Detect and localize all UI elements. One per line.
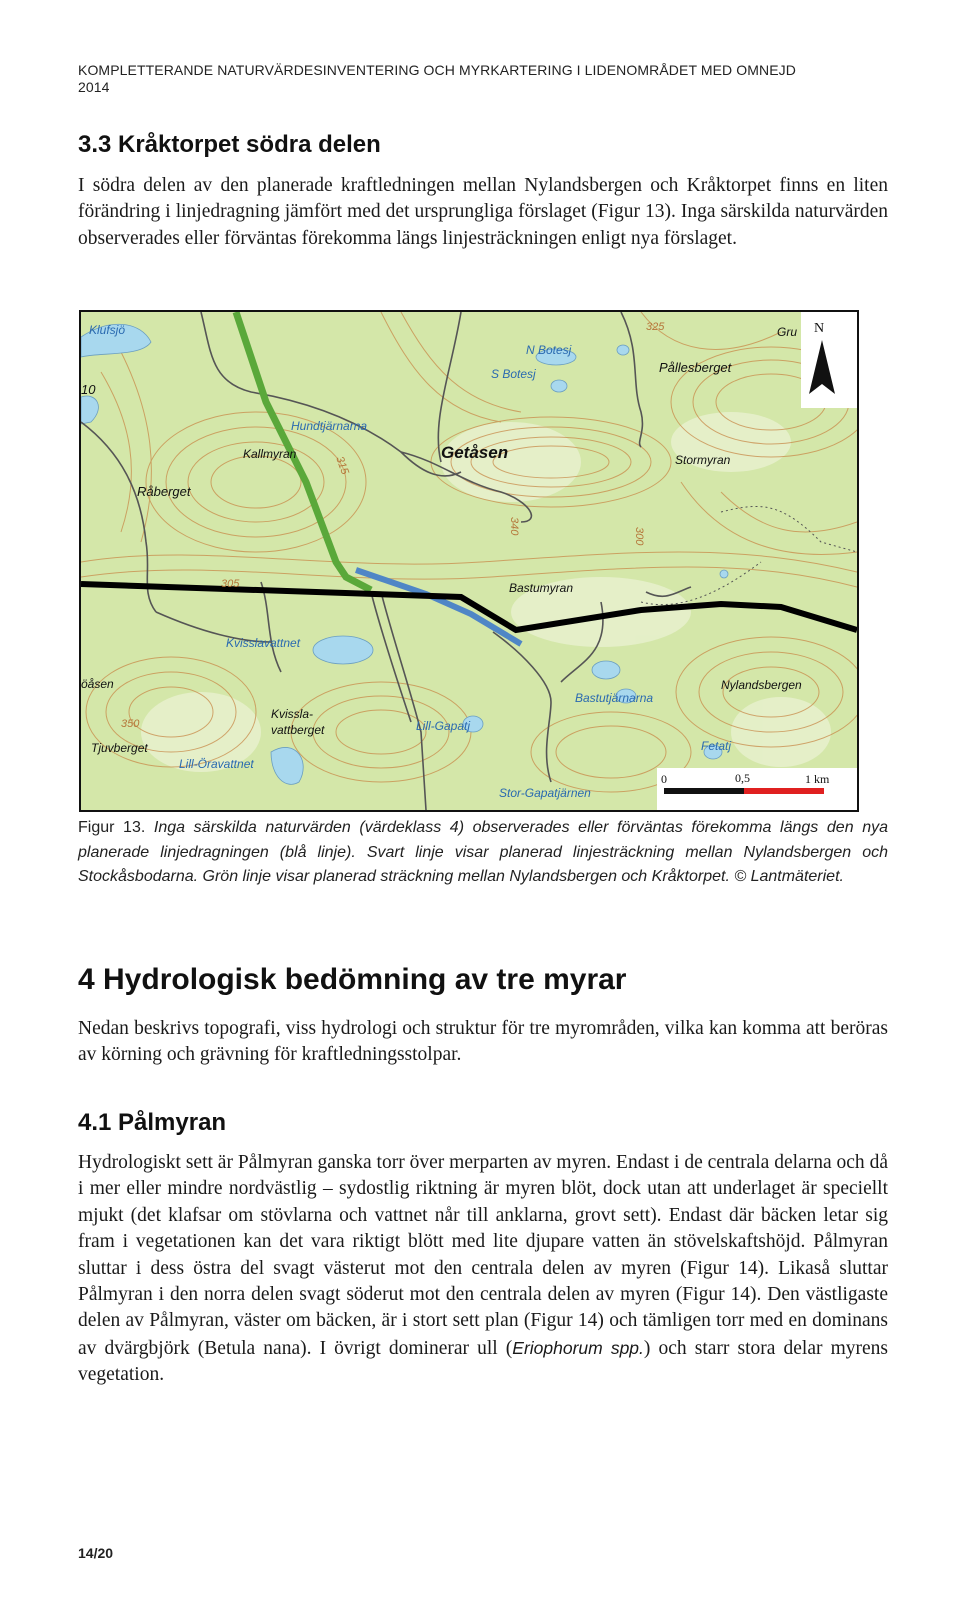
label-klufsjo: Klufsjö xyxy=(89,323,126,337)
label-getasen: Getåsen xyxy=(441,443,509,462)
running-header xyxy=(78,62,898,96)
page-number: 14/20 xyxy=(78,1545,114,1561)
contour-label-315: 315 xyxy=(333,454,351,477)
label-bastutjarnarna: Bastutjärnarna xyxy=(575,691,654,705)
contour-label-350: 350 xyxy=(121,718,140,730)
label-kvissla-1: Kvissla- xyxy=(271,707,314,721)
label-lill-oravattnet: Lill-Öravattnet xyxy=(179,757,254,771)
north-arrow xyxy=(801,312,857,408)
label-bastumyran: Bastumyran xyxy=(509,581,574,595)
figure-13-text: Inga särskilda naturvärden (värdeklass 4) observerades eller förväntas förekomma längs den nya planerade linjedragningen (blå linje). Svart linje visar planerad linjesträckning mellan Nylandsbergen och Stockåsbodarna. Grön linje visar planerad sträckning mellan Nylandsbergen och Kråktorpet. © Lantmäteriet. xyxy=(78,819,889,885)
figure-13-caption xyxy=(78,816,888,890)
label-kvisslavattnet: Kvisslavattnet xyxy=(226,636,301,650)
label-stormyran: Stormyran xyxy=(675,453,731,467)
section-3-3-body: I södra delen av den planerade kraftledningen mellan Nylandsbergen och Kråktorpet finns en liten förändring i linjedragning jämfört med det ursprungliga förslaget (Figur 13). Inga särskilda naturvärden observerades eller förväntas förekomma längs linjesträckningen enligt nya förslaget. xyxy=(78,175,888,249)
contour-label-325: 325 xyxy=(646,321,665,333)
section-4-1-species: Eriophorum spp. xyxy=(512,1337,644,1358)
section-heading-4-1: 4.1 Pålmyran xyxy=(78,1109,227,1136)
label-fetatj: Fetatj xyxy=(701,739,732,753)
section-4-1-text-end: ) och starr stora delar myrens vegetation. xyxy=(78,1337,888,1386)
contour-label-340: 340 xyxy=(508,517,520,536)
topographic-map xyxy=(81,312,857,810)
label-raberget: Råberget xyxy=(137,484,191,499)
label-lill-gapatj: Lill-Gapatj xyxy=(416,719,471,733)
label-left-10: 10 xyxy=(81,382,96,397)
label-kallmyran: Kallmyran xyxy=(243,447,297,461)
figure-13-label: Figur 13. xyxy=(78,819,146,836)
label-nylandsbergen: Nylandsbergen xyxy=(721,678,802,692)
scale-zero: 0 xyxy=(661,772,667,786)
label-tjuvberget: Tjuvberget xyxy=(91,741,148,755)
label-gru: Gru xyxy=(777,325,798,339)
contour-label-305: 305 xyxy=(221,578,240,590)
scale-half: 0,5 xyxy=(735,771,750,785)
section-4-1-body xyxy=(78,1150,888,1389)
section-heading-3-3: 3.3 Kråktorpet södra delen xyxy=(78,131,381,158)
label-pallesberget: Pållesberget xyxy=(659,360,732,375)
header-year: 2014 xyxy=(78,79,110,95)
label-n-botesj: N Botesj xyxy=(526,343,572,357)
scale-segment-red xyxy=(744,788,824,794)
contour-label-300: 300 xyxy=(633,527,645,546)
label-kvissla-2: vattberget xyxy=(271,723,325,737)
label-hundtjarnarna: Hundtjärnarna xyxy=(291,419,368,433)
scale-one-km: 1 km xyxy=(805,772,830,786)
section-heading-4: 4 Hydrologisk bedömning av tre myrar xyxy=(78,963,627,996)
section-4-body: Nedan beskrivs topografi, viss hydrologi och struktur för tre myrområden, vilka kan komma att beröras av körning och grävning för kraftledningsstolpar. xyxy=(78,1018,888,1066)
label-s-botesj: S Botesj xyxy=(491,367,536,381)
scale-bar xyxy=(657,768,857,810)
label-oasen: öåsen xyxy=(81,677,114,691)
scale-segment-black xyxy=(664,788,744,794)
figure-13-map xyxy=(79,310,859,812)
north-label: N xyxy=(814,321,825,336)
label-stor-gapatjarnen: Stor-Gapatjärnen xyxy=(499,786,591,800)
section-4-1-text-start: Hydrologiskt sett är Pålmyran ganska torr över merparten av myren. Endast i de centrala delarna och då i mer eller mindre nordvästlig – sydostlig riktning är myren blöt, dock utan att underlaget är speciellt mjukt (det klafsar om stövlarna och vattnet når till anklarna, grovt sett). Endast där bäcken letar sig fram i vegetationen kan det vara riktigt blött med lite djupare vatten än stövelskaftshöjd. Pålmyran sluttar i dess östra del svagt västerut mot den centrala delen av myren (Figur 14). Likaså sluttar Pålmyran i den norra delen svagt söderut mot den centrala delen av myren (Figur 14). Den västligaste delen av Pålmyran, väster om bäcken, är i stort sett plan (Figur 14) och tämligen torr med en dominans av dvärgbjörk (Betula nana). I övrigt dominerar ull ( xyxy=(78,1152,888,1359)
header-title: KOMPLETTERANDE NATURVÄRDESINVENTERING OCH MYRKARTERING I LIDENOMRÅDET MED OMNEJD xyxy=(78,62,796,78)
